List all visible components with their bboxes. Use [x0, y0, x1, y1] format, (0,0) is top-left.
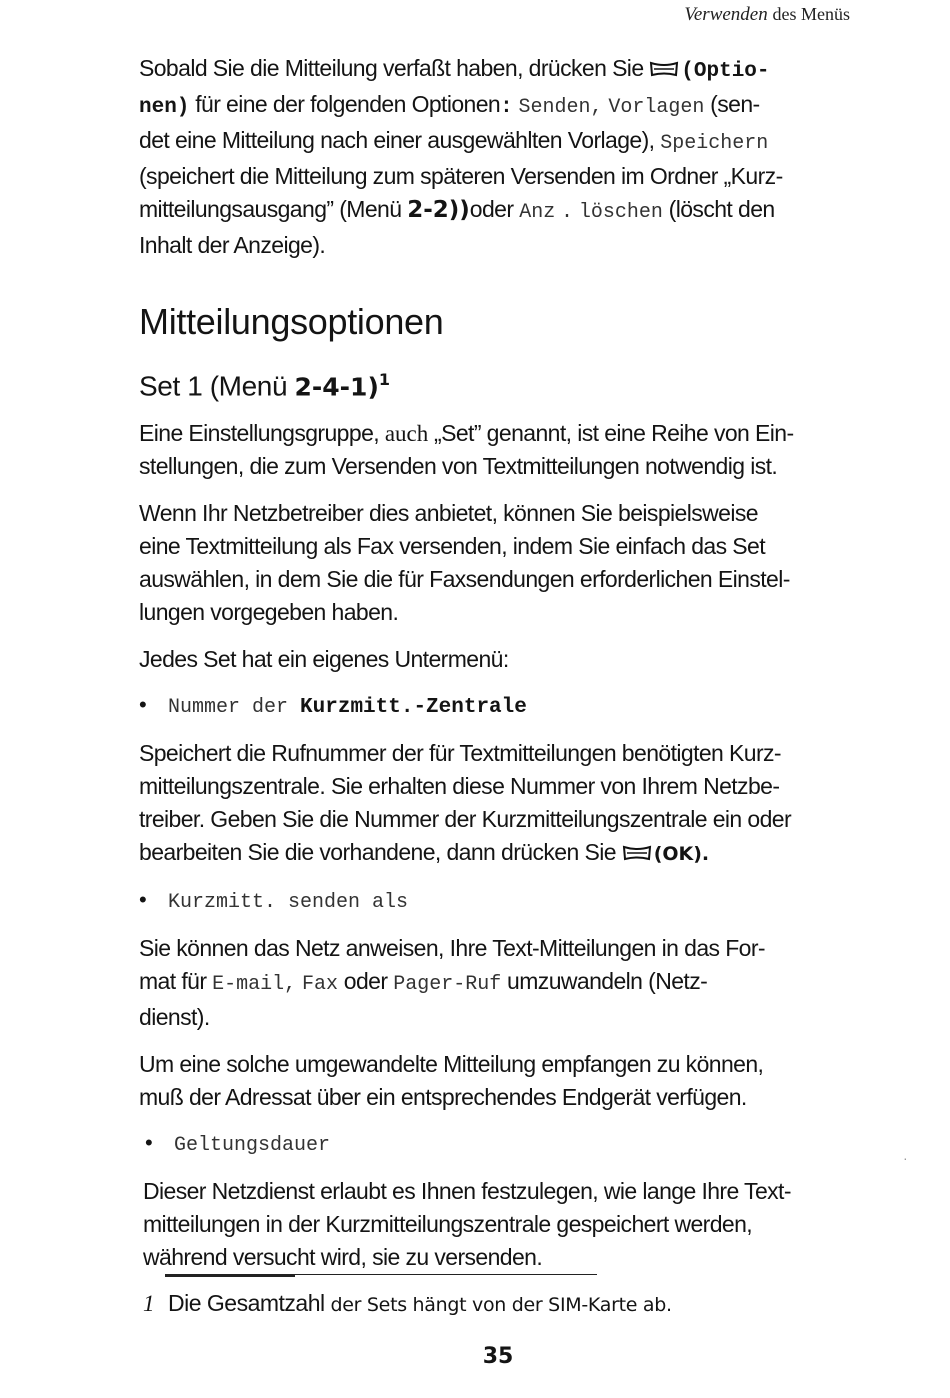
option-dot: .	[561, 201, 574, 224]
softkey-icon	[649, 60, 679, 78]
footnote-text-a: Die Gesamtzahl	[168, 1290, 331, 1316]
bullet-dot: •	[139, 692, 147, 718]
main-content	[139, 52, 855, 1288]
p2-line-a: Wenn Ihr Netzbetreiber dies anbietet, können Sie beispielsweise	[139, 500, 758, 527]
paragraph-validity	[143, 1175, 855, 1274]
running-head	[684, 4, 850, 26]
paragraph-fax-example	[139, 497, 855, 629]
intro-text-2: für eine der folgenden Optionen	[189, 91, 501, 117]
intro-text-6: mitteilungsausgang” (Menü	[139, 196, 408, 222]
option-speichern: Speichern	[660, 132, 769, 155]
footnote-divider-accent	[165, 1275, 295, 1277]
b2-text-b: mat für	[139, 968, 213, 995]
b2-line-a: Sie können das Netz anweisen, Ihre Text-Mitteilungen in das For-	[139, 935, 765, 962]
menu-ref-2-2: 2-2))	[407, 197, 470, 223]
b1-line-b: mitteilungszentrale. Sie erhalten diese Nummer von Ihrem Netzbe-	[139, 773, 780, 800]
page-number: 35	[482, 1344, 514, 1369]
p1-text-c: stellungen, die zum Versenden von Textmitteilungen notwendig ist.	[139, 453, 778, 480]
footnote-text-b: der Sets hängt von der SIM-Karte ab.	[330, 1294, 672, 1316]
bullet-dot: •	[139, 887, 147, 913]
paragraph-send-as	[139, 932, 855, 1034]
b3-line-b: mitteilungen in der Kurzmitteilungszentrale gespeichert werden,	[143, 1211, 753, 1238]
b2-oder: oder	[338, 968, 394, 995]
intro-colon: :	[500, 96, 513, 119]
format-fax: Fax	[301, 973, 338, 997]
b2-text-c: umzuwandeln (Netz-	[501, 968, 708, 995]
b2-line-d: dienst).	[139, 1004, 210, 1031]
running-head-rest: des Menüs	[772, 4, 850, 24]
footnote-number: 1	[143, 1291, 154, 1316]
subsection-menu-ref: 2-4-1)	[294, 372, 379, 402]
p1-auch: auch	[384, 421, 429, 447]
intro-text-5: (speichert die Mitteilung zum späteren Versenden im Ordner „Kurz-	[139, 163, 783, 189]
subsection-prefix: Set 1 (Menü	[139, 370, 295, 402]
intro-text-4: det eine Mitteilung nach einer ausgewählten Vorlage),	[139, 127, 661, 153]
p1-text-a: Eine Einstellungsgruppe,	[139, 420, 385, 447]
p2-line-d: lungen vorgegeben haben.	[139, 599, 399, 626]
bullet-item-validity	[145, 1128, 855, 1161]
softkey-icon	[622, 844, 652, 862]
b1-line-c: treiber. Geben Sie die Nummer der Kurzmitteilungszentrale ein oder	[139, 806, 792, 833]
paragraph-center-number	[139, 737, 855, 871]
footnote-mark: 1	[378, 370, 390, 389]
subsection-title	[139, 362, 855, 405]
running-head-chapter: Verwenden	[684, 4, 768, 25]
intro-text-9: Inhalt der Anzeige).	[139, 232, 326, 258]
bullet-dot: •	[145, 1130, 153, 1156]
p2-line-b: eine Textmitteilung als Fax versenden, indem Sie einfach das Set	[139, 533, 765, 560]
paragraph-set-definition	[139, 417, 855, 483]
p2-line-c: auswählen, in dem Sie die für Faxsendungen erforderlichen Einstel-	[139, 566, 790, 593]
intro-text-3: (sen-	[704, 91, 760, 117]
format-pager: Pager-Ruf	[393, 973, 502, 997]
b1-line-a: Speichert die Rufnummer der für Textmitteilungen benötigten Kurz-	[139, 740, 781, 767]
intro-text-8: (löscht den	[662, 196, 775, 222]
b3-line-c: während versucht wird, sie zu versenden.	[143, 1244, 543, 1271]
section-title: Mitteilungsoptionen	[139, 301, 444, 342]
ok-label: (OK).	[653, 843, 710, 866]
optionen-label-b: nen)	[139, 96, 190, 119]
bullet1-label-a: Nummer der	[168, 696, 301, 720]
bullet-item-send-as	[139, 885, 855, 918]
option-senden: Senden,	[518, 96, 603, 119]
b2-line-f: muß der Adressat über ein entsprechendes Endgerät verfügen.	[139, 1084, 747, 1111]
bullet2-label: Kurzmitt. senden als	[168, 891, 409, 915]
intro-text-1: Sobald Sie die Mitteilung verfaßt haben, drücken Sie	[139, 55, 650, 81]
b3-line-a: Dieser Netzdienst erlaubt es Ihnen festzulegen, wie lange Ihre Text-	[143, 1178, 791, 1205]
optionen-label-a: (Optio-	[681, 60, 770, 83]
scan-speck: ·	[903, 1150, 908, 1166]
format-email: E-mail,	[212, 973, 297, 997]
paragraph-converted-message	[139, 1048, 855, 1114]
p1-text-b: „Set” genannt, ist eine Reihe von Ein-	[428, 420, 794, 447]
bullet1-label-b: Kurzmitt.-Zentrale	[300, 696, 527, 720]
b2-line-e: Um eine solche umgewandelte Mitteilung empfangen zu können,	[139, 1051, 764, 1078]
paragraph-submenu-intro: Jedes Set hat ein eigenes Untermenü:	[139, 646, 509, 673]
option-anz: Anz	[519, 201, 556, 224]
option-loeschen: löschen	[578, 201, 663, 224]
b1-line-d: bearbeiten Sie die vorhandene, dann drücken Sie	[139, 839, 622, 866]
bullet-item-center-number	[139, 690, 855, 723]
intro-text-7: oder	[469, 196, 520, 222]
footnote	[143, 1290, 672, 1317]
option-vorlagen: Vorlagen	[608, 96, 705, 119]
bullet3-label: Geltungsdauer	[174, 1134, 331, 1158]
intro-paragraph	[139, 52, 855, 262]
